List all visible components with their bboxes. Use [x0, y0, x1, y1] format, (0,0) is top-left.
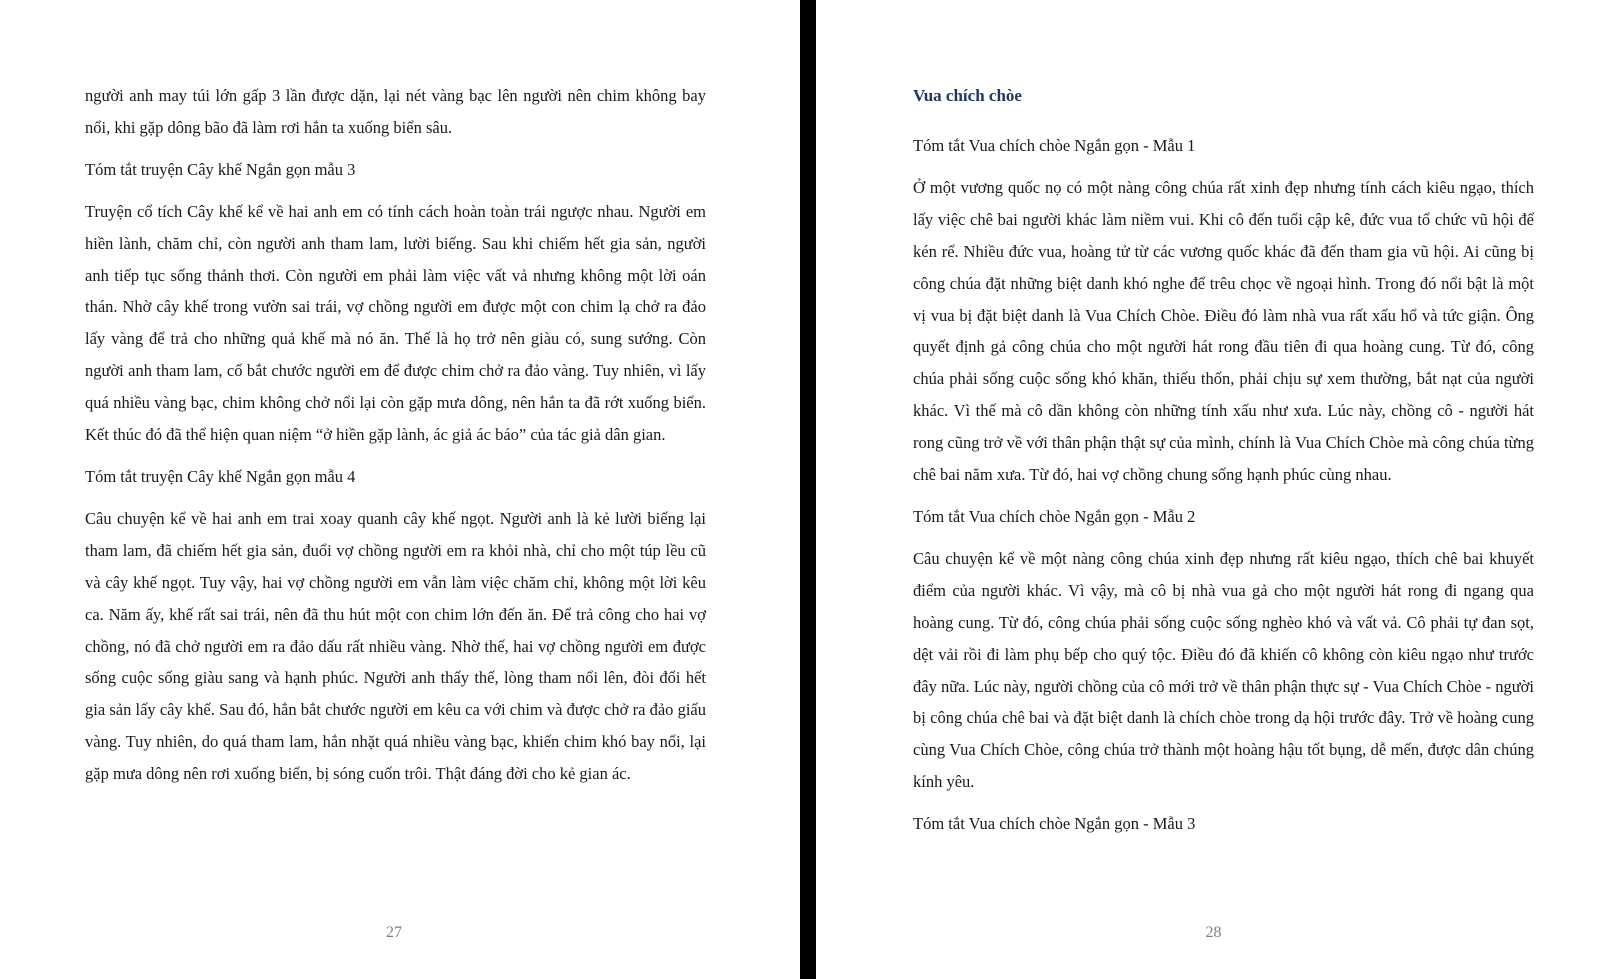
page-28-content: [913, 80, 1534, 850]
page-28: [816, 0, 1611, 979]
paragraph-continuation: người anh may túi lớn gấp 3 lần được dặn, lại nét vàng bạc lên người nên chim không bay nổi, khi gặp dông bão đã làm rơi hắn ta xuống biển sâu.: [85, 86, 706, 137]
page-27: [0, 0, 800, 979]
section-title: Vua chích chòe: [913, 86, 1022, 105]
heading-cay-khe-mau-4: Tóm tắt truyện Cây khế Ngắn gọn mẫu 4: [85, 466, 356, 486]
page-27-content: [85, 80, 706, 800]
page-number-right: 28: [1205, 924, 1222, 941]
paragraph-cay-khe-mau-3: Truyện cổ tích Cây khế kể về hai anh em có tính cách hoàn toàn trái ngược nhau. Người em hiền lành, chăm chỉ, còn người anh tham lam, lười biếng. Sau khi chiếm hết gia sản, người anh tiếp tục sống thảnh thơi. Còn người em phải làm việc vất vả nhưng không một lời oán thán. Nhờ cây khế trong vườn sai trái, vợ chồng người em được một con chim lạ chở ra đảo lấy vàng để trả cho những quả khế mà nó ăn. Thế là họ trở nên giàu có, sung sướng. Còn người anh tham lam, cố bắt chước người em để được chim chở ra đảo vàng. Tuy nhiên, vì lấy quá nhiều vàng bạc, chim không chở nổi lại còn gặp mưa dông, nên hắn ta đã rớt xuống biển. Kết thúc đó đã thể hiện quan niệm “ở hiền gặp lành, ác giả ác báo” của tác giả dân gian.: [85, 201, 706, 445]
heading-cay-khe-mau-3: Tóm tắt truyện Cây khế Ngắn gọn mẫu 3: [85, 159, 356, 179]
heading-vua-chich-choe-mau-2: Tóm tắt Vua chích chòe Ngắn gọn - Mẫu 2: [913, 506, 1196, 526]
paragraph-vua-chich-choe-mau-2: Câu chuyện kể về một nàng công chúa xinh đẹp nhưng rất kiêu ngạo, thích chê bai khuyết điểm của người khác. Vì vậy, mà cô bị nhà vua gả cho một người hát rong đi ngang qua hoàng cung. Từ đó, công chúa phải sống cuộc sống nghèo khó và vất vả. Cô phải tự đan sọt, dệt vải rồi đi làm phụ bếp cho quý tộc. Điều đó đã khiến cô không còn kiêu ngạo như trước đây nữa. Lúc này, người chồng của cô mới trở về thân phận thực sự - Vua Chích Chòe - người bị công chúa chê bai và đặt biệt danh là chích chòe trong dạ hội trước đây. Trở về hoàng cung cùng Vua Chích Chòe, công chúa trở thành một hoàng hậu tốt bụng, dễ mến, được dân chúng kính yêu.: [913, 548, 1534, 792]
page-number-left: 27: [386, 924, 402, 941]
paragraph-vua-chich-choe-mau-1: Ở một vương quốc nọ có một nàng công chúa rất xinh đẹp nhưng tính cách kiêu ngạo, thích lấy việc chê bai người khác làm niềm vui. Khi cô đến tuổi cập kê, đức vua tổ chức vũ hội để kén rể. Nhiều đức vua, hoàng tử từ các vương quốc khác đã đến tham gia vũ hội. Ai cũng bị công chúa đặt những biệt danh khó nghe để trêu chọc về ngoại hình. Trong đó nổi bật là một vị vua bị đặt biệt danh là Vua Chích Chòe. Điều đó làm nhà vua rất xấu hổ và tức giận. Ông quyết định gả công chúa cho một người hát rong đầu tiên đi qua hoàng cung. Từ đó, công chúa phải sống cuộc sống khó khăn, thiếu thốn, phải chịu sự xem thường, bắt nạt của người khác. Vì thế mà cô dần không còn những tính xấu như xưa. Lúc này, chồng cô - người hát rong cũng trở về với thân phận thật sự của mình, chính là Vua Chích Chòe mà công chúa từng chê bai năm xưa. Từ đó, hai vợ chồng chung sống hạnh phúc cùng nhau.: [913, 177, 1534, 485]
heading-vua-chich-choe-mau-1: Tóm tắt Vua chích chòe Ngắn gọn - Mẫu 1: [913, 136, 1196, 155]
heading-vua-chich-choe-mau-3: Tóm tắt Vua chích chòe Ngắn gọn - Mẫu 3: [913, 814, 1196, 834]
page-gutter-divider: [800, 0, 816, 979]
paragraph-cay-khe-mau-4: Câu chuyện kể về hai anh em trai xoay quanh cây khế ngọt. Người anh là kẻ lười biếng lại tham lam, đã chiếm hết gia sản, đuổi vợ chồng người em ra khỏi nhà, chỉ cho một túp lều cũ và cây khế ngọt. Tuy vậy, hai vợ chồng người em vẫn làm việc chăm chỉ, không một lời kêu ca. Năm ấy, khế rất sai trái, nên đã thu hút một con chim lớn đến ăn. Để trả công cho hai vợ chồng, nó đã chở người em ra đảo dấu rất nhiều vàng. Nhờ thế, hai vợ chồng người em được sống cuộc sống giàu sang và hạnh phúc. Người anh thấy thế, lòng tham nổi lên, đòi đổi hết gia sản lấy cây khế. Sau đó, hắn bắt chước người em kêu ca với chim và được chở ra đảo giấu vàng. Tuy nhiên, do quá tham lam, hắn nhặt quá nhiều vàng bạc, khiến chim khó bay nổi, lại gặp mưa dông nên rơi xuống biển, bị sóng cuốn trôi. Thật đáng đời cho kẻ gian ác.: [85, 508, 706, 784]
